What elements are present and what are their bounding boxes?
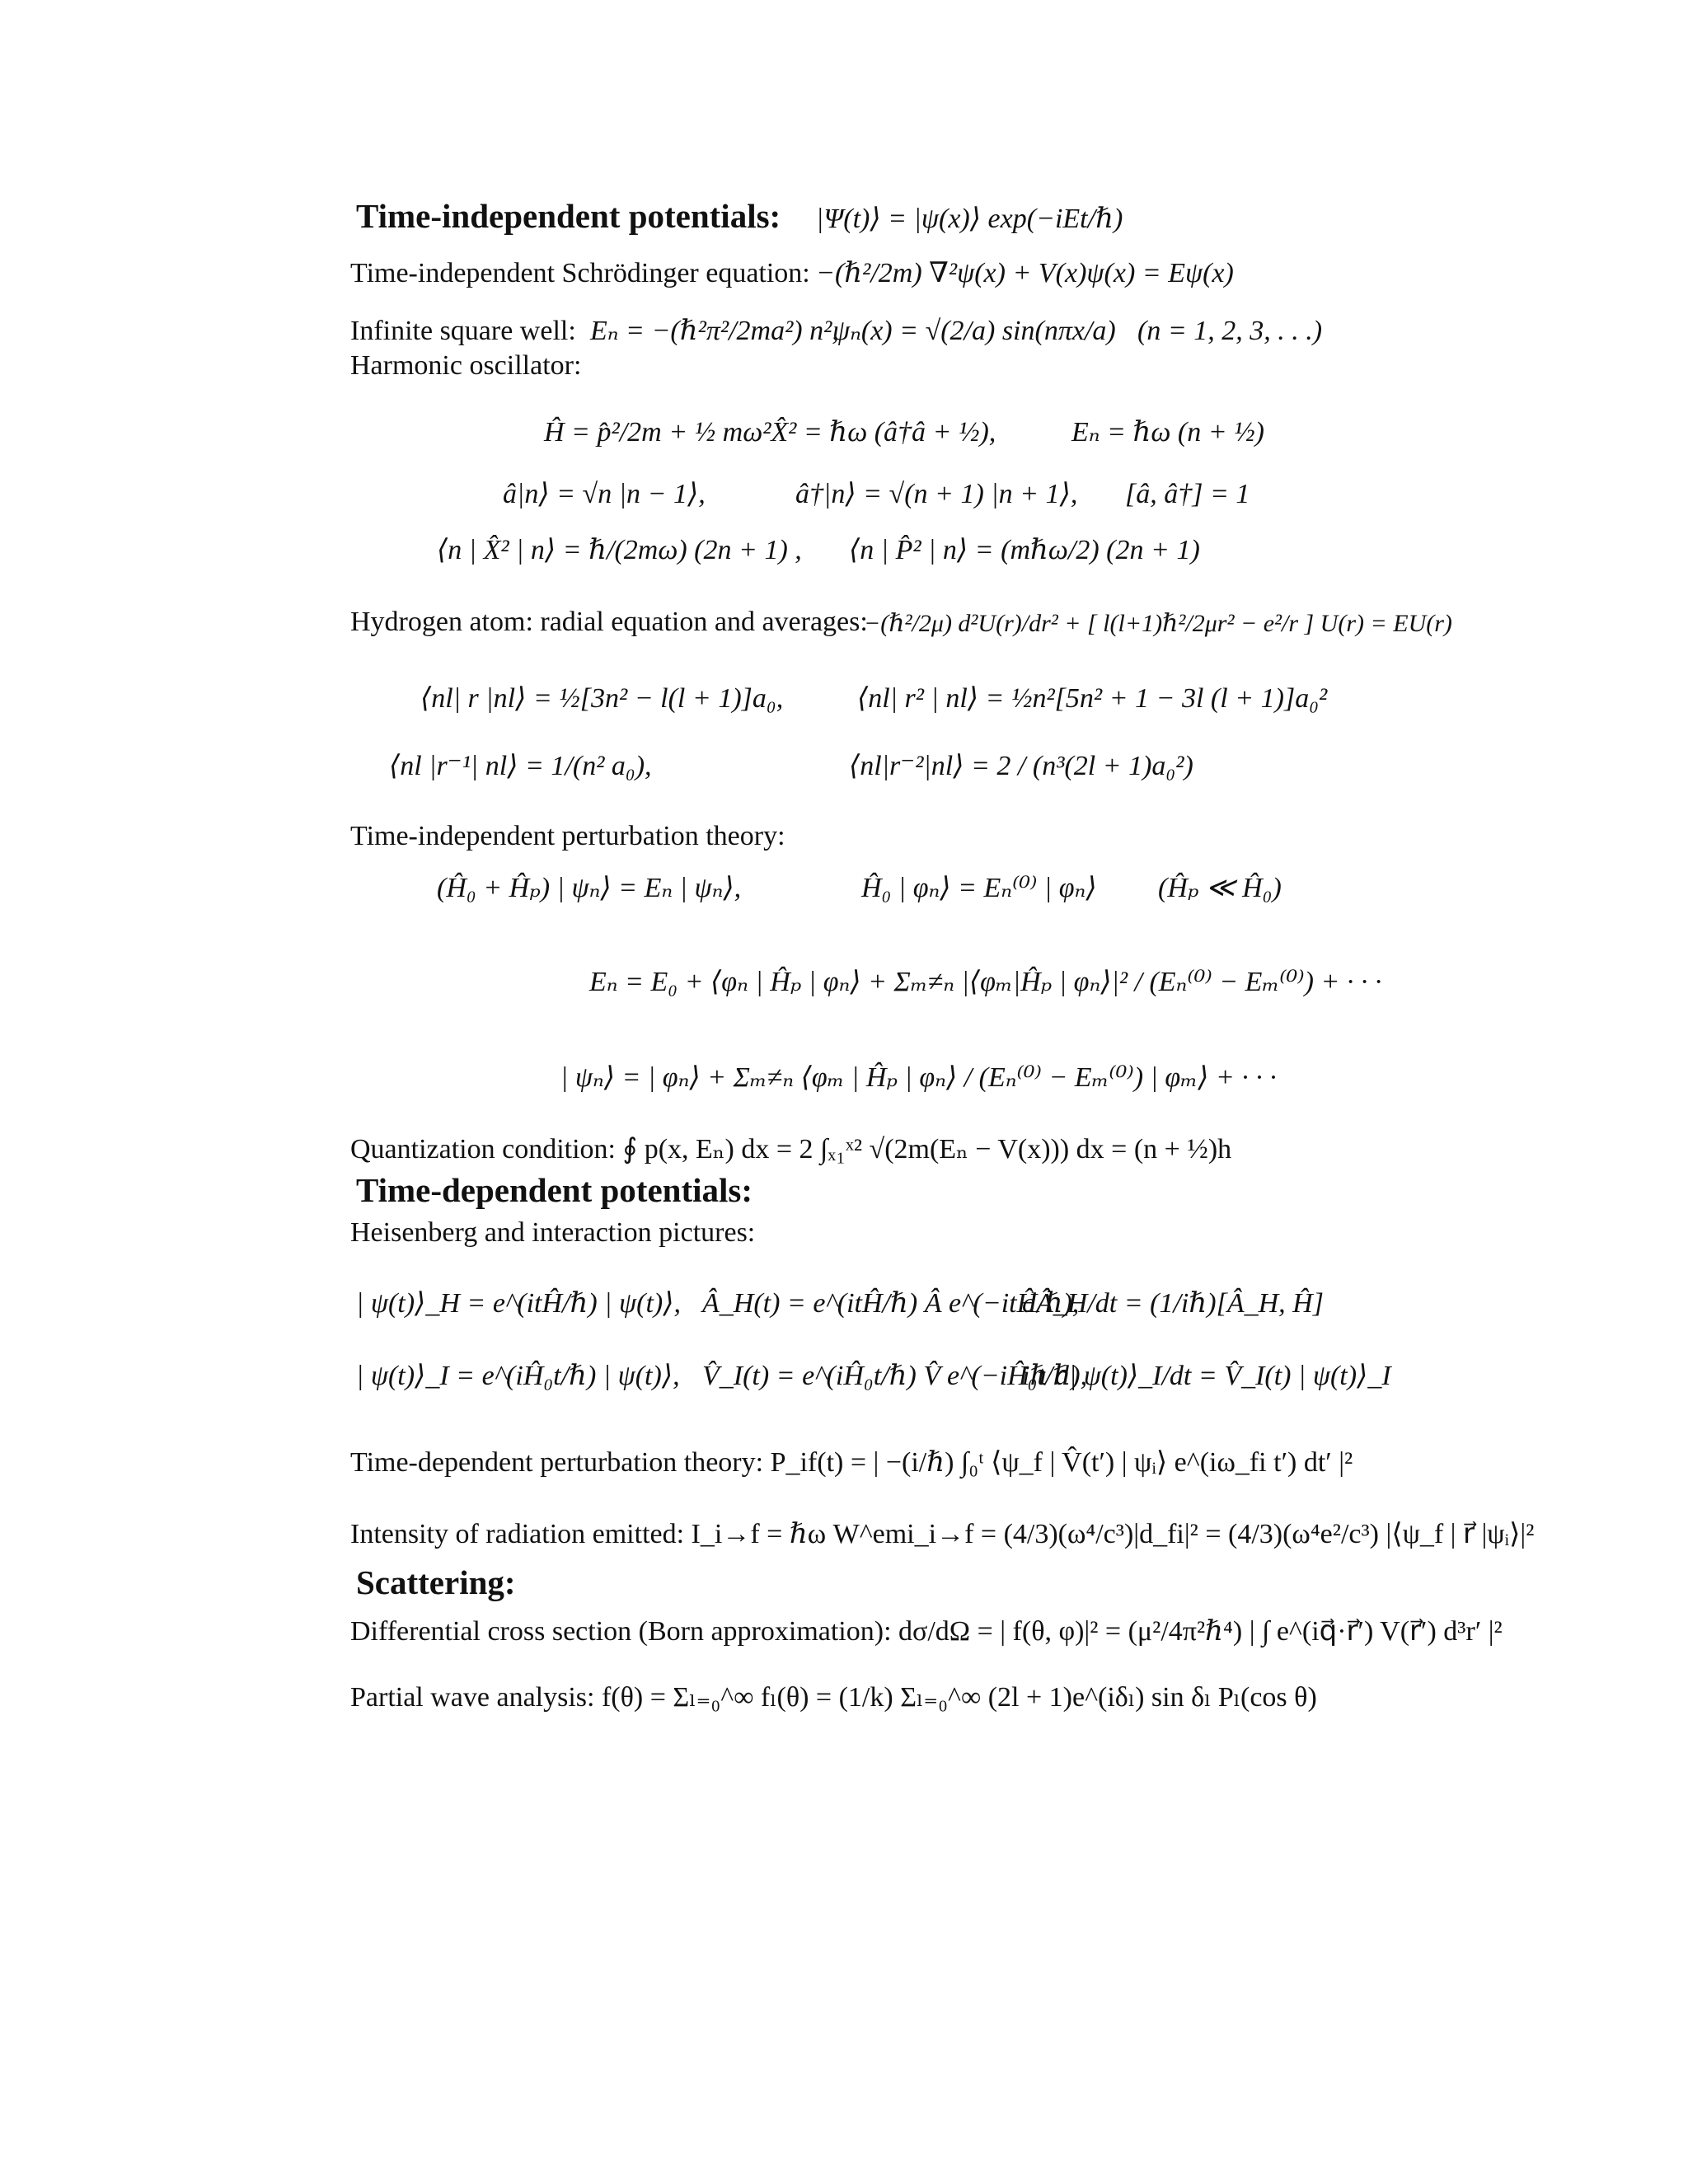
radiation-intensity: Intensity of radiation emitted: I_i→f = ℏω W^emi_i→f = (4/3)(ω⁴/c³)|d_fi|² = (4/3)(ω⁴e²/c³) |⟨ψ_f | r⃗ |ψᵢ⟩|² (350, 1519, 1535, 1549)
x-squared-average: ⟨n | X̂² | n⟩ = ℏ/(2mω) (2n + 1) , (437, 535, 802, 565)
lowering-operator: â|n⟩ = √n |n − 1⟩, (503, 479, 706, 509)
r-squared-average: ⟨nl| r² | nl⟩ = ½n²[5n² + 1 − 3l (l + 1)]a₀² (857, 683, 1328, 714)
p-squared-average: ⟨n | P̂² | n⟩ = (mℏω/2) (2n + 1) (849, 535, 1200, 565)
pictures-label: Heisenberg and interaction pictures: (350, 1217, 756, 1248)
square-well-energy: Eₙ = −(ℏ²π²/2ma²) n², (590, 316, 839, 346)
hydrogen-label: Hydrogen atom: radial equation and averages: (350, 607, 868, 637)
r-inverse-average: ⟨nl |r⁻¹| nl⟩ = 1/(n² a₀), (389, 751, 652, 781)
square-well-range: (n = 1, 2, 3, . . .) (1137, 316, 1323, 346)
heisenberg-operator: Â_H(t) = e^(itĤ/ℏ) Â e^(−itĤ/ℏ), (702, 1288, 1080, 1319)
perturbation-condition: (Ĥₚ ≪ Ĥ₀) (1158, 873, 1282, 903)
heading-time-dependent: Time-dependent potentials: (356, 1171, 753, 1209)
heading-time-independent: Time-independent potentials: (356, 197, 781, 235)
born-approximation: Differential cross section (Born approximation): dσ/dΩ = | f(θ, φ)|² = (μ²/4π²ℏ⁴) | ∫ e^(iq⃗·r⃗′) V(r⃗′) d³r′ |² (350, 1616, 1503, 1647)
schrodinger-equation: −(ℏ²/2m) ∇²ψ(x) + V(x)ψ(x) = Eψ(x) (816, 258, 1234, 288)
quantization-condition: Quantization condition: ∮ p(x, Eₙ) dx = 2 ∫ₓ₁ˣ² √(2m(Eₙ − V(x))) dx = (n + ½)h (350, 1134, 1232, 1165)
r-inverse-squared-average: ⟨nl|r⁻²|nl⟩ = 2 / (n³(2l + 1)a₀²) (849, 751, 1193, 781)
schrodinger-label: Time-independent Schrödinger equation: (350, 258, 810, 288)
td-perturbation-theory: Time-dependent perturbation theory: P_if(t) = | −(i/ℏ) ∫₀ᵗ ⟨ψ_f | V̂(t′) | ψᵢ⟩ e^(iω_fi t′) dt′ |² (350, 1447, 1353, 1478)
heisenberg-state: | ψ(t)⟩_H = e^(itĤ/ℏ) | ψ(t)⟩, (356, 1288, 682, 1319)
commutator: [â, â†] = 1 (1125, 479, 1250, 509)
perturbation-label: Time-independent perturbation theory: (350, 821, 785, 851)
raising-operator: â†|n⟩ = √(n + 1) |n + 1⟩, (795, 479, 1078, 509)
partial-wave-analysis: Partial wave analysis: f(θ) = Σₗ₌₀^∞ fₗ(θ) = (1/k) Σₗ₌₀^∞ (2l + 1)e^(iδₗ) sin δₗ Pₗ(cos θ) (350, 1682, 1317, 1713)
hydrogen-radial-equation: −(ℏ²/2μ) d²U(r)/dr² + [ l(l+1)ℏ²/2μr² − e²/r ] U(r) = EU(r) (864, 610, 1452, 637)
oscillator-energy: Eₙ = ℏω (n + ½) (1071, 417, 1264, 448)
perturbed-eigen-equation: (Ĥ₀ + Ĥₚ) | ψₙ⟩ = Eₙ | ψₙ⟩, (437, 873, 742, 903)
r-average: ⟨nl| r |nl⟩ = ½[3n² − l(l + 1)]a₀, (420, 683, 784, 714)
heisenberg-equation-of-motion: dÂ_H/dt = (1/iℏ)[Â_H, Ĥ] (1022, 1288, 1324, 1319)
perturbed-energy: Eₙ = E₀ + ⟨φₙ | Ĥₚ | φₙ⟩ + Σₘ≠ₙ |⟨φₘ|Ĥₚ | φₙ⟩|² / (Eₙ⁽⁰⁾ − Eₘ⁽⁰⁾) + · · · (589, 967, 1382, 997)
unperturbed-eigen-equation: Ĥ₀ | φₙ⟩ = Eₙ⁽⁰⁾ | φₙ⟩ (861, 873, 1097, 903)
interaction-equation-of-motion: iℏ d| ψ(t)⟩_I/dt = V̂_I(t) | ψ(t)⟩_I (1022, 1361, 1391, 1391)
interaction-operator: V̂_I(t) = e^(iĤ₀t/ℏ) V̂ e^(−iĤ₀t/ℏ), (702, 1361, 1088, 1391)
state-equation: |Ψ(t)⟩ = |ψ(x)⟩ exp(−iEt/ℏ) (816, 204, 1123, 234)
square-well-label: Infinite square well: (350, 316, 576, 346)
oscillator-hamiltonian: Ĥ = p̂²/2m + ½ mω²X̂² = ℏω (â†â + ½), (544, 417, 996, 448)
heading-scattering: Scattering: (356, 1563, 516, 1601)
oscillator-label: Harmonic oscillator: (350, 350, 582, 381)
interaction-state: | ψ(t)⟩_I = e^(iĤ₀t/ℏ) | ψ(t)⟩, (356, 1361, 680, 1391)
perturbed-state: | ψₙ⟩ = | φₙ⟩ + Σₘ≠ₙ ⟨φₘ | Ĥₚ | φₙ⟩ / (Eₙ⁽⁰⁾ − Eₘ⁽⁰⁾) | φₘ⟩ + · · · (560, 1062, 1277, 1093)
square-well-wavefunction: ψₙ(x) = √(2/a) sin(nπx/a) (832, 316, 1116, 346)
